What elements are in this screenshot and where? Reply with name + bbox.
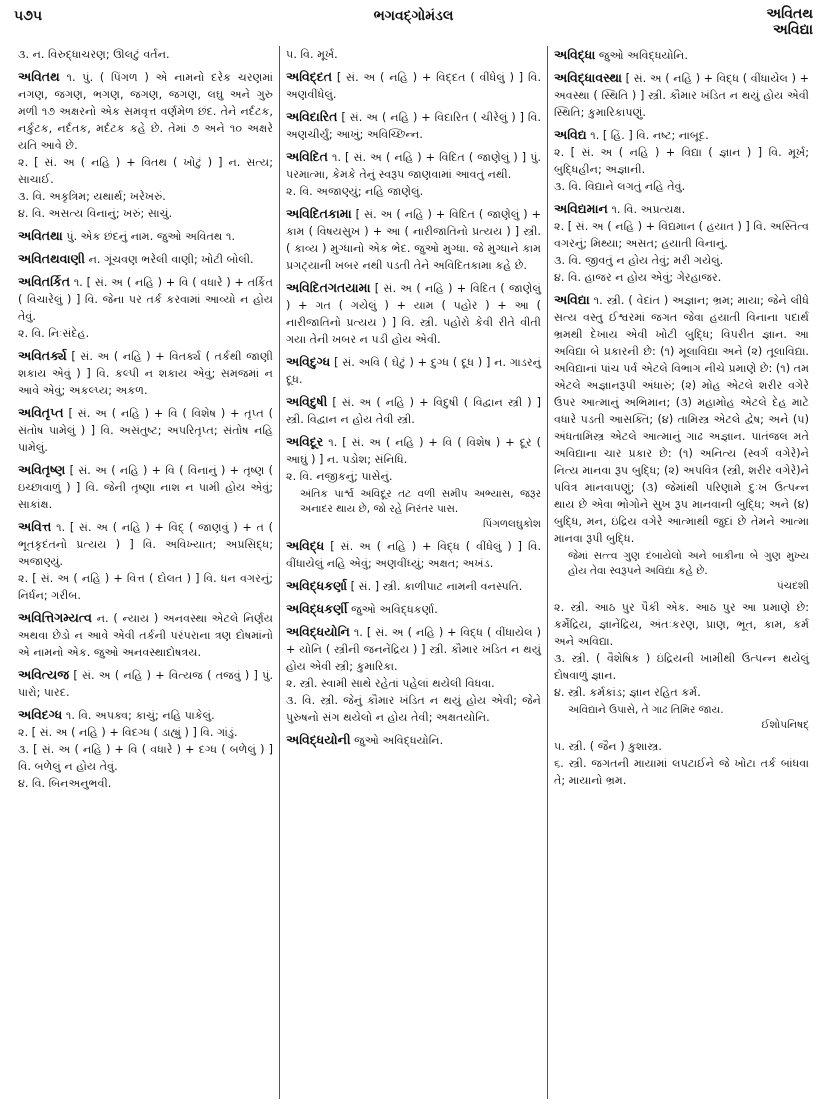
column-3 xyxy=(547,46,815,1099)
dictionary-entry xyxy=(18,706,273,792)
dictionary-entry xyxy=(18,461,273,513)
entry-text: ૨. વિ. અજાણ્યું; નહિ જાણેલું. xyxy=(286,185,424,198)
entry-headword: અવિદ્યા xyxy=(554,292,590,307)
entry-headword: અવિદૂર xyxy=(286,434,324,449)
entry-text: ૨. સ્ત્રી. સ્વામી સાથે રહેતાં પહેલાં થયેલી વિધવા. xyxy=(286,677,495,690)
entry-text: ૨. [ સં. અ ( નહિ ) + વિત્ત ( દોલત ) ] વિ. ધન વગરનું; નિર્ધન; ગરીબ. xyxy=(18,572,273,602)
entry-text: [ સં. અ ( નહિ ) + વિત્યજ ( તજવું ) ] પું. પારો; પારદ. xyxy=(18,669,273,699)
entry-text: [ સં. અ ( નહિ ) + વિતર્ક્ય ( તર્કથી જાણી શકાય એવું ) ] વિ. કલ્પી ન શકાય એવું; સમજમાં ન આવે એવું; અકલ્પ્ય; અકળ. xyxy=(18,350,274,397)
dictionary-entry xyxy=(18,273,273,342)
entry-text: ૧. [ સં. અ ( નહિ ) + વિદ્ ( જાણવું ) + ત ( ભૂતકૃદંતનો પ્રત્યય ) ] વિ. અવિખ્યાત; અપ્રસિદ્ધ; અજાણ્યું. xyxy=(18,521,273,568)
entry-sense xyxy=(18,205,273,222)
entry-text: [ સં. ] સ્ત્રી. કાળીપાટ નામની વનસ્પતિ. xyxy=(350,580,523,593)
dictionary-entry xyxy=(286,46,541,63)
entry-headword: અવિદ્ધા xyxy=(554,47,596,62)
entry-text: ૩. વિ. અકૃત્રિમ; યથાર્થ; ખરેખરું. xyxy=(18,190,166,203)
entry-text: [ સં. અવિ ( ઘેટું ) + દુગ્ધ ( દૂધ ) ] ન. ગાડરનું દૂધ. xyxy=(286,356,541,386)
column-1 xyxy=(12,46,279,1099)
entry-sense xyxy=(554,178,809,195)
entry-headword: અવિતથ xyxy=(18,69,60,84)
entry-sense xyxy=(18,188,273,205)
entry-text: ૫. વિ. મૂર્ખ. xyxy=(286,48,338,61)
guide-word-first: અવિતથ xyxy=(766,6,813,22)
entry-sense xyxy=(286,46,541,63)
entry-headword: અવિત્તિગમ્યત્વ xyxy=(18,610,92,625)
entry-headword: અવિદ્ધયોની xyxy=(286,732,351,747)
entry-text: ૨. [ સં. અ ( નહિ ) + વિદગ્ધ ( ડાહ્યું ) ] વિ. ગાંડું. xyxy=(18,726,238,739)
entry-headword: અવિદ્ય xyxy=(554,127,587,142)
entry-headword: અવિતૃપ્ત xyxy=(18,405,64,420)
entry-text: ૩. ન. વિરુદ્ધાચરણ; ઊલટું વર્તન. xyxy=(18,48,170,61)
dictionary-entry xyxy=(554,291,809,594)
entry-headword: અવિદારિત xyxy=(286,109,338,124)
entry-sense xyxy=(554,69,809,121)
entry-text: [ સં. અ ( નહિ ) + વિદ્ધ ( વીંધાયેલ ) + અવસ્થા ( સ્થિતિ ) ] સ્ત્રી. કૌમાર ખંડિત ન થયું હોય એવી સ્થિતિ; કુમારિકાપણું. xyxy=(554,72,809,119)
dictionary-entry xyxy=(18,518,273,604)
entry-text: ૨. વિ. નિઃસંદેહ. xyxy=(18,327,90,340)
entry-headword: અવિદ્દત xyxy=(286,69,333,84)
entry-text: ૧. [ સં. અ ( નહિ ) + વિદિત ( જાણેલું ) ] પું. પરમાત્મા, કેમકે તેનું સ્વરૂપ જાણવામાં આવતું નથી. xyxy=(286,151,542,181)
page-number: ૫૭૫ xyxy=(14,8,43,24)
entry-text: ૧. [ સં. અ ( નહિ ) + વિ ( વિશેષ ) + દૂર ( આઘું ) ] ન. પડોશ; સંનિધિ. xyxy=(286,436,541,466)
entry-sense xyxy=(18,46,273,63)
entry-text: જુઓ અવિદ્ધયોનિ. xyxy=(354,734,444,747)
dictionary-entry xyxy=(18,404,273,456)
entry-sense xyxy=(18,775,273,792)
entry-sense xyxy=(18,154,273,188)
entry-headword: અવિતર્કિત xyxy=(18,274,71,289)
dictionary-entry xyxy=(18,227,273,245)
entry-sense xyxy=(18,666,273,701)
entry-sense xyxy=(286,675,541,692)
entry-headword: અવિતથા xyxy=(18,228,63,243)
dictionary-entry xyxy=(286,148,541,200)
dictionary-entry xyxy=(286,731,541,749)
entry-text: ૪. વિ. અસત્ય વિનાનું; ખરું; સાચું. xyxy=(18,207,173,220)
entry-sense xyxy=(554,252,809,269)
entry-sense xyxy=(18,724,273,741)
entry-text: ૨. [ સં. અ ( નહિ ) + વિતથ ( ખોટું ) ] ન. સત્ય; સાચાઈ. xyxy=(18,156,273,186)
entry-quote xyxy=(568,549,809,594)
entry-headword: અવિદુષી xyxy=(286,394,328,409)
entry-sense xyxy=(18,461,273,513)
entry-text: ૫. સ્ત્રી. ( જૈન ) કુશાસ્ત્ર. xyxy=(554,740,662,753)
entry-headword: અવિદ્ધકર્ણી xyxy=(286,601,348,616)
dictionary-entry xyxy=(554,126,809,195)
entry-text: [ સં. અ ( નહિ ) + વિદ્દત ( વીંધેલું ) ] વિ. અણવીંધેલું. xyxy=(286,71,541,101)
entry-sense xyxy=(18,227,273,245)
entry-text: ૧. [ હિં. ] વિ. નષ્ટ; નાબૂદ. xyxy=(590,129,709,142)
entry-sense xyxy=(554,200,809,218)
dictionary-entry xyxy=(18,609,273,661)
entry-sense xyxy=(286,108,541,143)
entry-sense xyxy=(18,706,273,724)
dictionary-entry xyxy=(286,353,541,388)
dictionary-entry xyxy=(286,205,541,274)
entry-headword: અવિતથવાણી xyxy=(18,251,86,266)
column-2 xyxy=(279,46,547,1099)
entry-text: ૧. સ્ત્રી. ( વેદાંત ) અજ્ઞાન; ભ્રમ; માયા; જેને લીધે સત્ય વસ્તુ ઈશ્વરમાં જગત જેવા હયાતી વિનાના પદાર્થ ભ્રમથી દેખાય એવી ખોટી બુદ્ધિ; વિપરીત જ્ઞાન. આ અવિદ્યા બે પ્રકારની છે: (૧) મૂલાવિદ્યા અને (૨) તૂલાવિદ્યા. અવિદ્યાનાં પાંચ પર્વ એટલે વિભાગ નીચે પ્રમાણે છે: (૧) તમ એટલે અજ્ઞાનરૂપી અંધારું; (૨) મોહ એટલે શરીર વગેરે ઉપર આત્માનું અભિમાન; (૩) મહામોહ એટલે દેહ માટે વધારે પડતી આસક્તિ; (૪) તામિસ્ત્ર એટલે દ્વેષ; અને (૫) અંધતામિસ્ત્ર એટલે આત્માનું ગાઢ અજ્ઞાન. પાતંજલ મતે અવિદ્યાના ચાર પ્રકાર છે: (૧) અનિત્ય (સ્વર્ગ વગેરે)ને નિત્ય માનવા રૂપ બુદ્ધિ; (૨) અપવિત્ર (સ્ત્રી, શરીર વગેરે)ને પવિત્ર માનવાપણું; (૩) જેમાંથી પરિણામે દુઃખ ઉત્પન્ન થાય છે એવા ભોગોને સુખ રૂપ માનવાની બુદ્ધિ; અને (૪) બુદ્ધિ, મન, ઇંદ્રિય વગેરે આત્માથી જુદાં છે તેમને આત્મા માનવા રૂપી બુદ્ધિ. xyxy=(554,294,809,545)
quote-source: ઈશોપનિષદ્ xyxy=(761,719,809,731)
entry-sense xyxy=(554,46,809,64)
entry-sense xyxy=(286,68,541,103)
entry-quote xyxy=(568,703,809,733)
quote-source: પિંગળલઘુકોશ xyxy=(483,518,541,530)
entry-sense xyxy=(286,183,541,200)
entry-sense xyxy=(18,273,273,325)
entry-text: ૨. [ સં. અ ( નહિ ) + વિદ્યા ( જ્ઞાન ) ] વિ. મૂર્ખ; બુદ્ધિહીન; અજ્ઞાની. xyxy=(554,146,809,176)
entry-sense xyxy=(18,68,273,154)
entry-headword: અવિદુગ્ધ xyxy=(286,354,331,369)
entry-sense xyxy=(286,433,541,468)
entry-sense xyxy=(18,325,273,342)
quote-source: પંચદશી xyxy=(776,580,809,592)
entry-text: ન. ગૂંચવણ ભરેલી વાણી; ખોટી બોલી. xyxy=(88,253,254,266)
entry-sense xyxy=(286,731,541,749)
entry-text: ૩. વિ. સ્ત્રી. જેનું કૌમાર ખંડિત ન થયું હોય એવી; જેને પુરુષનો સંગ થયેલો ન હોય તેવી; અક્ષતયોનિ. xyxy=(286,694,541,724)
entry-sense xyxy=(554,144,809,178)
entry-sense xyxy=(286,537,541,572)
dictionary-entry xyxy=(286,393,541,428)
entry-sense xyxy=(286,148,541,183)
entry-headword: અવિદિતગતયામા xyxy=(286,280,371,295)
entry-text: ૩. વિ. વિદ્યાને લગતું નહિ તેવું. xyxy=(554,180,686,193)
entry-text: [ સં. અ ( નહિ ) + વિ ( વિશેષ ) + તૃપ્ત ( સંતોષ પામેલું ) ] વિ. અસંતુષ્ટ; અપરિતૃપ્ત; સંતોષ નહિ પામેલું. xyxy=(18,407,274,454)
entry-headword: અવિદ્ધયોનિ xyxy=(286,624,350,639)
quote-text: અવિદ્યાને ઉપાસે, તે ગાઢ તિમિર જાય. xyxy=(568,704,724,716)
entry-sense xyxy=(286,205,541,274)
entry-sense xyxy=(18,741,273,775)
dictionary-entry xyxy=(286,108,541,143)
entry-sense xyxy=(286,623,541,675)
entry-sense xyxy=(286,600,541,618)
entry-text: ૧. વિ. અપક્વ; કાચું; નહિ પાકેલું. xyxy=(65,709,215,722)
entry-sense xyxy=(286,692,541,726)
entry-headword: અવિદ્ધાવસ્થા xyxy=(554,70,622,85)
entry-text: ૪. વિ. હાજર ન હોય એવું; ગેરહાજર. xyxy=(554,271,722,284)
entry-text: ૨. [ સં. અ ( નહિ ) + વિદ્યમાન ( હયાત ) ] વિ. અસ્તિત્વ વગરનું; મિથ્યા; અસત; હયાતી વિનાનું. xyxy=(554,220,809,250)
entry-sense xyxy=(554,684,809,701)
entry-text: [ સં. અ ( નહિ ) + વિ ( વિનાનું ) + તૃષ્ણ ( ઇચ્છાવાળું ) ] વિ. જેની તૃષ્ણા નાશ ન પામી હોય એવું; સાકાંક્ષ. xyxy=(18,464,273,511)
guide-word-last: અવિદ્યા xyxy=(772,22,813,38)
quote-text: જેમાં સત્ત્વ ગુણ દબાયેલો અને બાકીના બે ગુણ મુખ્ય હોય તેવા સ્વરૂપને અવિદ્યા કહે છે. xyxy=(568,550,809,577)
entry-text: [ સં. અ ( નહિ ) + વિદિત ( જાણેલું ) + ગત ( ગયેલું ) + યામ ( પહોર ) + આ ( નારીજાતિનો પ્રત્યય ) ] વિ. સ્ત્રી. પહોરો કેવી રીતે વીતી ગયા તેની ખબર ન પડી હોય એવી. xyxy=(286,282,541,346)
entry-text: ૧. [ સં. અ ( નહિ ) + વિ ( વધારે ) + તર્કિત ( વિચારેલું ) ] વિ. જેના પર તર્ક કરવામાં આવ્યો ન હોય તેવું. xyxy=(18,276,273,323)
entry-sense xyxy=(18,404,273,456)
entry-sense xyxy=(554,599,809,650)
entry-headword: અવિદ્ધકર્ણા xyxy=(286,578,348,593)
dictionary-entry xyxy=(18,666,273,701)
entry-headword: અવિતર્ક્ય xyxy=(18,348,67,363)
entry-text: ૩. સ્ત્રી. ( વૈશેષિક ) ઇંદ્રિયની ખામીથી ઉત્પન્ન થયેલું દોષવાળું જ્ઞાન. xyxy=(554,652,809,682)
entry-sense xyxy=(18,570,273,604)
dictionary-entry xyxy=(554,46,809,64)
entry-text: [ સં. અ ( નહિ ) + વિદુષી ( વિદ્વાન સ્ત્રી ) ] સ્ત્રી. વિદ્વાન ન હોય તેવી સ્ત્રી. xyxy=(286,396,541,426)
entry-text: પું. એક છંદનું નામ. જુઓ અવિતથ ૧. xyxy=(66,230,236,243)
entry-sense xyxy=(18,250,273,268)
entry-text: ૩. [ સં. અ ( નહિ ) + વિ ( વધારે ) + દગ્ધ ( બળેલું ) ] વિ. બળેલું ન હોય તેવું. xyxy=(18,743,273,773)
entry-sense xyxy=(286,393,541,428)
entry-sense xyxy=(286,279,541,348)
dictionary-entry xyxy=(18,68,273,222)
entry-text: ૪. સ્ત્રી. કર્મકાંડ; જ્ઞાન રહિત કર્મ. xyxy=(554,686,701,699)
entry-headword: અવિતૃષ્ણ xyxy=(18,462,66,477)
entry-sense xyxy=(554,126,809,144)
quote-text: અંતિક પાર્શ્વ અવિદૂર તટ વળી સમીપ અભ્યાસ, જરૂર અનાદર થાય છે, જો રહે નિરંતર પાસ. xyxy=(300,488,541,515)
entry-sense xyxy=(554,755,809,789)
entry-text: ૧. પું. ( પિંગળ ) એ નામનો દરેક ચરણમાં નગણ, જગણ, ભગણ, જગણ, જગણ, લઘુ અને ગુરુ મળી ૧૭ અક્ષરનો એક સમવૃત્ત વર્ણમેળ છંદ. તેને નર્દટક, નર્કુટક, નર્દતક, મર્દટક કહે છે. તેમાં ૭ અને ૧૦ અક્ષરે યતિ આવે છે. xyxy=(18,71,273,152)
dictionary-entry xyxy=(286,68,541,103)
entry-headword: અવિદ્યમાન xyxy=(554,201,608,216)
entry-text: ૪. વિ. બિનઅનુભવી. xyxy=(18,777,112,790)
dictionary-entry xyxy=(286,279,541,348)
entry-sense xyxy=(286,468,541,485)
dictionary-entry xyxy=(18,46,273,63)
entry-headword: અવિદગ્ધ xyxy=(18,707,63,722)
entry-headword: અવિદિત xyxy=(286,149,328,164)
entry-text: જુઓ અવિદ્ધકર્ણા. xyxy=(351,603,438,616)
entry-sense xyxy=(286,353,541,388)
dictionary-entry xyxy=(554,599,809,733)
entry-text: ૨. સ્ત્રી. આઠ પુર પૈકી એક. આઠ પુર આ પ્રમાણે છે: કર્મેંદ્રિય, જ્ઞાનેંદ્રિય, અંતઃકરણ, પ્રાણ, ભૂત, કામ, કર્મ અને અવિદ્યા. xyxy=(554,601,809,648)
entry-text: ૧. વિ. અપ્રત્યક્ષ. xyxy=(611,203,686,216)
entry-headword: અવિત્યજ xyxy=(18,667,70,682)
entry-sense xyxy=(554,291,809,547)
entry-text: ન. ( ન્યાય ) અનવસ્થા એટલે નિર્ણય અથવા છેડો ન આવે એવી તર્કની પરંપરાના ત્રણ દોષમાંનો એ નામનો એક. જુઓ અનવસ્થાદોષત્રય. xyxy=(18,612,273,659)
dictionary-entry xyxy=(286,577,541,595)
dictionary-entry xyxy=(286,433,541,532)
entry-headword: અવિદ્ધ xyxy=(286,538,325,553)
dictionary-entry xyxy=(18,250,273,268)
dictionary-entry xyxy=(554,738,809,789)
entry-text: ૧. [ સં. અ ( નહિ ) + વિદ્ધ ( વીંધાયેલ ) + યોનિ ( સ્ત્રીની જનનેંદ્રિય ) ] સ્ત્રી. કૌમાર ખંડિત ન થયું હોય એવી સ્ત્રી; કુમારિકા. xyxy=(286,626,541,673)
entry-text: [ સં. અ ( નહિ ) + વિદ્ધ ( વીંધેલું ) ] વિ. વીંધાયેલું નહિ એવું; અણવીંધ્યું; અક્ષત; અખંડ. xyxy=(286,540,541,570)
entry-text: [ સં. અ ( નહિ ) + વિદિત ( જાણેલું ) + કામ ( વિષયસુખ ) + આ ( નારીજાતિનો પ્રત્યય ) ] સ્ત્રી. ( કાવ્ય ) મુગ્ધાનો એક ભેદ. જુઓ મુગ્ધા. જે મુગ્ધાને કામ પ્રગટ્યાની ખબર નથી પડતી તેને અવિદિતકામા કહે છે. xyxy=(286,208,541,272)
entry-sense xyxy=(18,347,273,399)
entry-sense xyxy=(18,518,273,570)
entry-headword: અવિત્ત xyxy=(18,519,52,534)
page-title: ભગવદ્ગોમંડલ xyxy=(373,8,454,24)
page-header xyxy=(12,6,815,50)
guide-words xyxy=(766,6,813,38)
entry-sense xyxy=(554,738,809,755)
dictionary-entry xyxy=(554,69,809,121)
entry-text: [ સં. અ ( નહિ ) + વિદારિત ( ચીરેલું ) ] વિ. અણચીર્યું; આખું; અવિચ્છિન્ન. xyxy=(286,111,541,141)
dictionary-entry xyxy=(18,347,273,399)
entry-text: જુઓ અવિદ્ધયોનિ. xyxy=(598,49,688,62)
dictionary-entry xyxy=(554,200,809,286)
entry-sense xyxy=(18,609,273,661)
dictionary-entry xyxy=(286,600,541,618)
dictionary-entry xyxy=(286,537,541,572)
entry-text: ૨. વિ. નજીકનું; પાસેનું. xyxy=(286,470,393,483)
entry-quote xyxy=(300,487,541,532)
entry-sense xyxy=(554,218,809,252)
dictionary-entry xyxy=(286,623,541,726)
entry-sense xyxy=(554,650,809,684)
entry-headword: અવિદિતકામા xyxy=(286,206,352,221)
entry-sense xyxy=(286,577,541,595)
entry-text: ૩. વિ. જીવતું ન હોય તેવું; મરી ગયેલું. xyxy=(554,254,724,267)
entry-sense xyxy=(554,269,809,286)
entry-text: ૬. સ્ત્રી. જગતની માયામાં લપટાઈને જે ખોટા તર્ક બાંધવા તે; માયાનો ભ્રમ. xyxy=(554,757,809,787)
entry-columns xyxy=(12,46,815,1099)
